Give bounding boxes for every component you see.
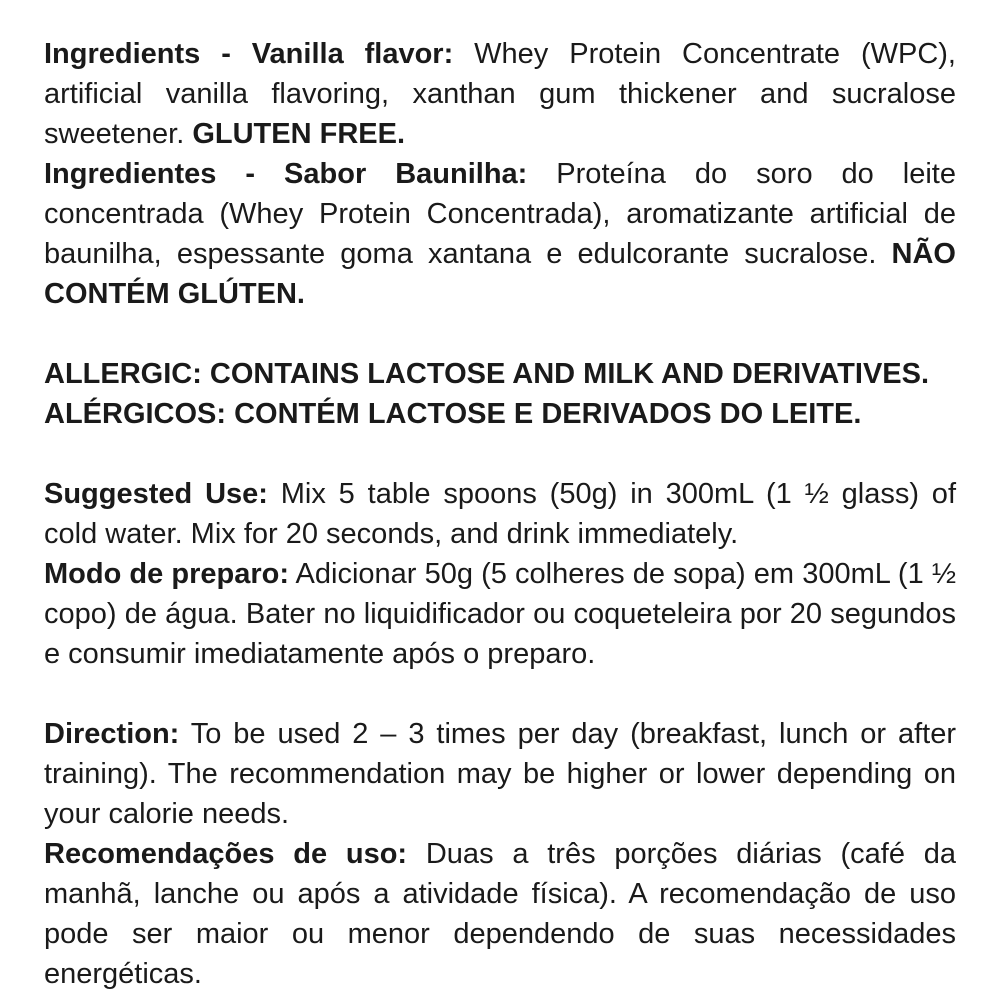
allergic-en-line [44, 354, 956, 394]
ingredients-pt-heading: Ingredientes - Sabor Baunilha: [44, 158, 528, 190]
ingredients-en-heading: Ingredients - Vanilla flavor: [44, 38, 454, 70]
suggested-use-en-text: Mix 5 table spoons (50g) in 300mL (1 ½ glass) of cold water. Mix for 20 seconds, and drink immediately. [44, 478, 956, 550]
gluten-free-notice-pt: NÃO CONTÉM GLÚTEN. [44, 238, 956, 310]
allergic-en-text: ALLERGIC: CONTAINS LACTOSE AND MILK AND DERIVATIVES. [44, 358, 930, 390]
direction-en-heading: Direction: [44, 718, 180, 750]
allergic-pt-line [44, 394, 956, 434]
allergic-pt-text: ALÉRGICOS: CONTÉM LACTOSE E DERIVADOS DO LEITE. [44, 398, 862, 430]
gluten-free-notice: GLUTEN FREE. [192, 118, 405, 150]
product-label-text [44, 34, 956, 994]
suggested-use-pt-text: Adicionar 50g (5 colheres de sopa) em 300mL (1 ½ copo) de água. Bater no liquidificador ou coqueteleira por 20 segundos e consumir imediatamente após o preparo. [44, 558, 957, 670]
direction-pt-heading: Recomendações de uso: [44, 838, 408, 870]
ingredients-pt-paragraph [44, 154, 956, 314]
ingredients-en-paragraph [44, 34, 956, 154]
suggested-use-en-paragraph [44, 474, 956, 554]
ingredients-pt-text: Proteína do soro do leite concentrada (Whey Protein Concentrada), aromatizante artificial de baunilha, espessante goma xantana e edulcorante sucralose. [44, 158, 956, 270]
direction-pt-paragraph [44, 834, 956, 994]
suggested-use-pt-heading: Modo de preparo: [44, 558, 290, 590]
suggested-use-en-heading: Suggested Use: [44, 478, 268, 510]
suggested-use-pt-paragraph [44, 554, 956, 674]
direction-en-text: To be used 2 – 3 times per day (breakfast, lunch or after training). The recommendation may be higher or lower depending on your calorie needs. [44, 718, 956, 830]
direction-pt-text: Duas a três porções diárias (café da manhã, lanche ou após a atividade física). A recomendação de uso pode ser maior ou menor dependendo de suas necessidades energéticas. [44, 838, 956, 990]
direction-en-paragraph [44, 714, 956, 834]
ingredients-en-text: Whey Protein Concentrate (WPC), artificial vanilla flavoring, xanthan gum thickener and sucralose sweetener. [44, 38, 956, 150]
